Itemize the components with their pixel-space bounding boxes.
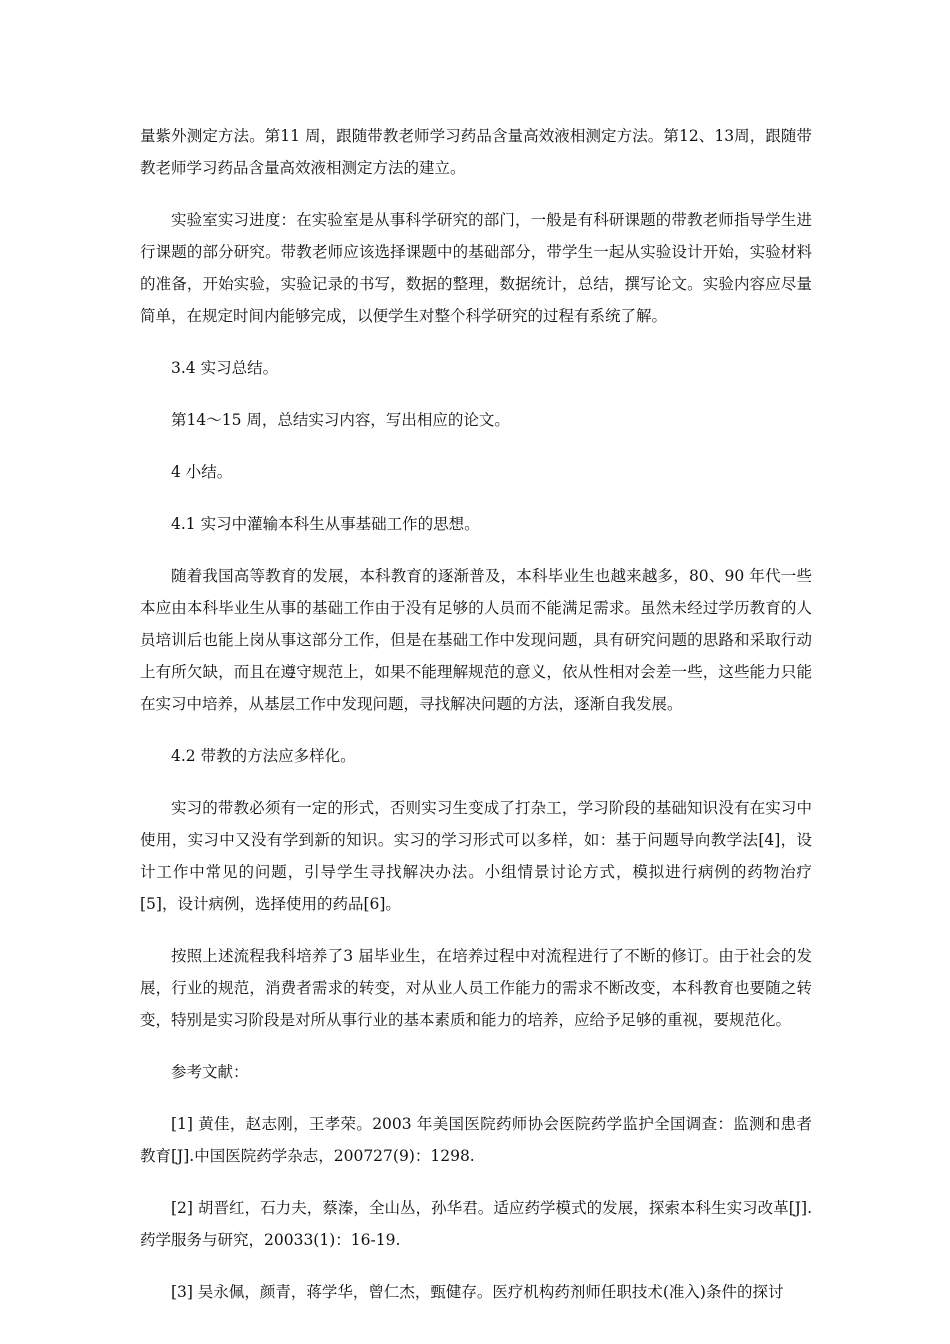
paragraph-teaching-methods: 实习的带教必须有一定的形式，否则实习生变成了打杂工，学习阶段的基础知识没有在实习中使用，实习中又没有学到新的知识。实习的学习形式可以多样，如：基于问题导向教学法[4]，设计工作中常见的问题，引导学生寻找解决办法。小组情景讨论方式，模拟进行病例的药物治疗[5]，设计病例，选择使用的药品[6]。	[140, 799, 812, 913]
reference-item-2: [2] 胡晋红，石力夫，蔡溱，全山丛，孙华君。适应药学模式的发展，探索本科生实习改革[J].药学服务与研究，20033(1)：16-19.	[140, 1199, 812, 1249]
reference-item-3: [3] 吴永佩，颜青，蒋学华，曾仁杰，甄健存。医疗机构药剂师任职技术(准入)条件的探讨	[171, 1283, 784, 1301]
paragraph-summary-weeks: 第14～15 周，总结实习内容，写出相应的论文。	[171, 411, 510, 429]
section-heading-3-4: 3.4 实习总结。	[171, 359, 279, 377]
paragraph-lab-internship: 实验室实习进度：在实验室是从事科学研究的部门，一般是有科研课题的带教老师指导学生进行课题的部分研究。带教老师应该选择课题中的基础部分，带学生一起从实验设计开始，实验材料的准备，开始实验，实验记录的书写，数据的整理，数据统计，总结，撰写论文。实验内容应尽量简单，在规定时间内能够完成，以便学生对整个科学研究的过程有系统了解。	[140, 211, 812, 325]
references-heading: 参考文献：	[171, 1063, 249, 1081]
paragraph-basic-work: 随着我国高等教育的发展，本科教育的逐渐普及，本科毕业生也越来越多，80、90 年代一些本应由本科毕业生从事的基础工作由于没有足够的人员而不能满足需求。虽然未经过学历教育的人员培训后也能上岗从事这部分工作，但是在基础工作中发现问题，具有研究问题的思路和采取行动上有所欠缺，而且在遵守规范上，如果不能理解规范的意义，依从性相对会差一些，这些能力只能在实习中培养，从基层工作中发现问题，寻找解决问题的方法，逐渐自我发展。	[140, 567, 812, 713]
reference-item-1: [1] 黄佳，赵志刚，王孝荣。2003 年美国医院药师协会医院药学监护全国调查：监测和患者教育[J].中国医院药学杂志，200727(9)：1298.	[140, 1115, 812, 1165]
document-body	[140, 120, 812, 1328]
paragraph-continued-schedule: 量紫外测定方法。第11 周，跟随带教老师学习药品含量高效液相测定方法。第12、13周，跟随带教老师学习药品含量高效液相测定方法的建立。	[140, 127, 812, 177]
section-heading-4: 4 小结。	[171, 463, 233, 481]
section-heading-4-1: 4.1 实习中灌输本科生从事基础工作的思想。	[171, 515, 480, 533]
paragraph-conclusion: 按照上述流程我科培养了3 届毕业生，在培养过程中对流程进行了不断的修订。由于社会的发展，行业的规范，消费者需求的转变，对从业人员工作能力的需求不断改变，本科教育也要随之转变，特别是实习阶段是对所从事行业的基本素质和能力的培养，应给予足够的重视，要规范化。	[140, 947, 812, 1029]
section-heading-4-2: 4.2 带教的方法应多样化。	[171, 747, 356, 765]
